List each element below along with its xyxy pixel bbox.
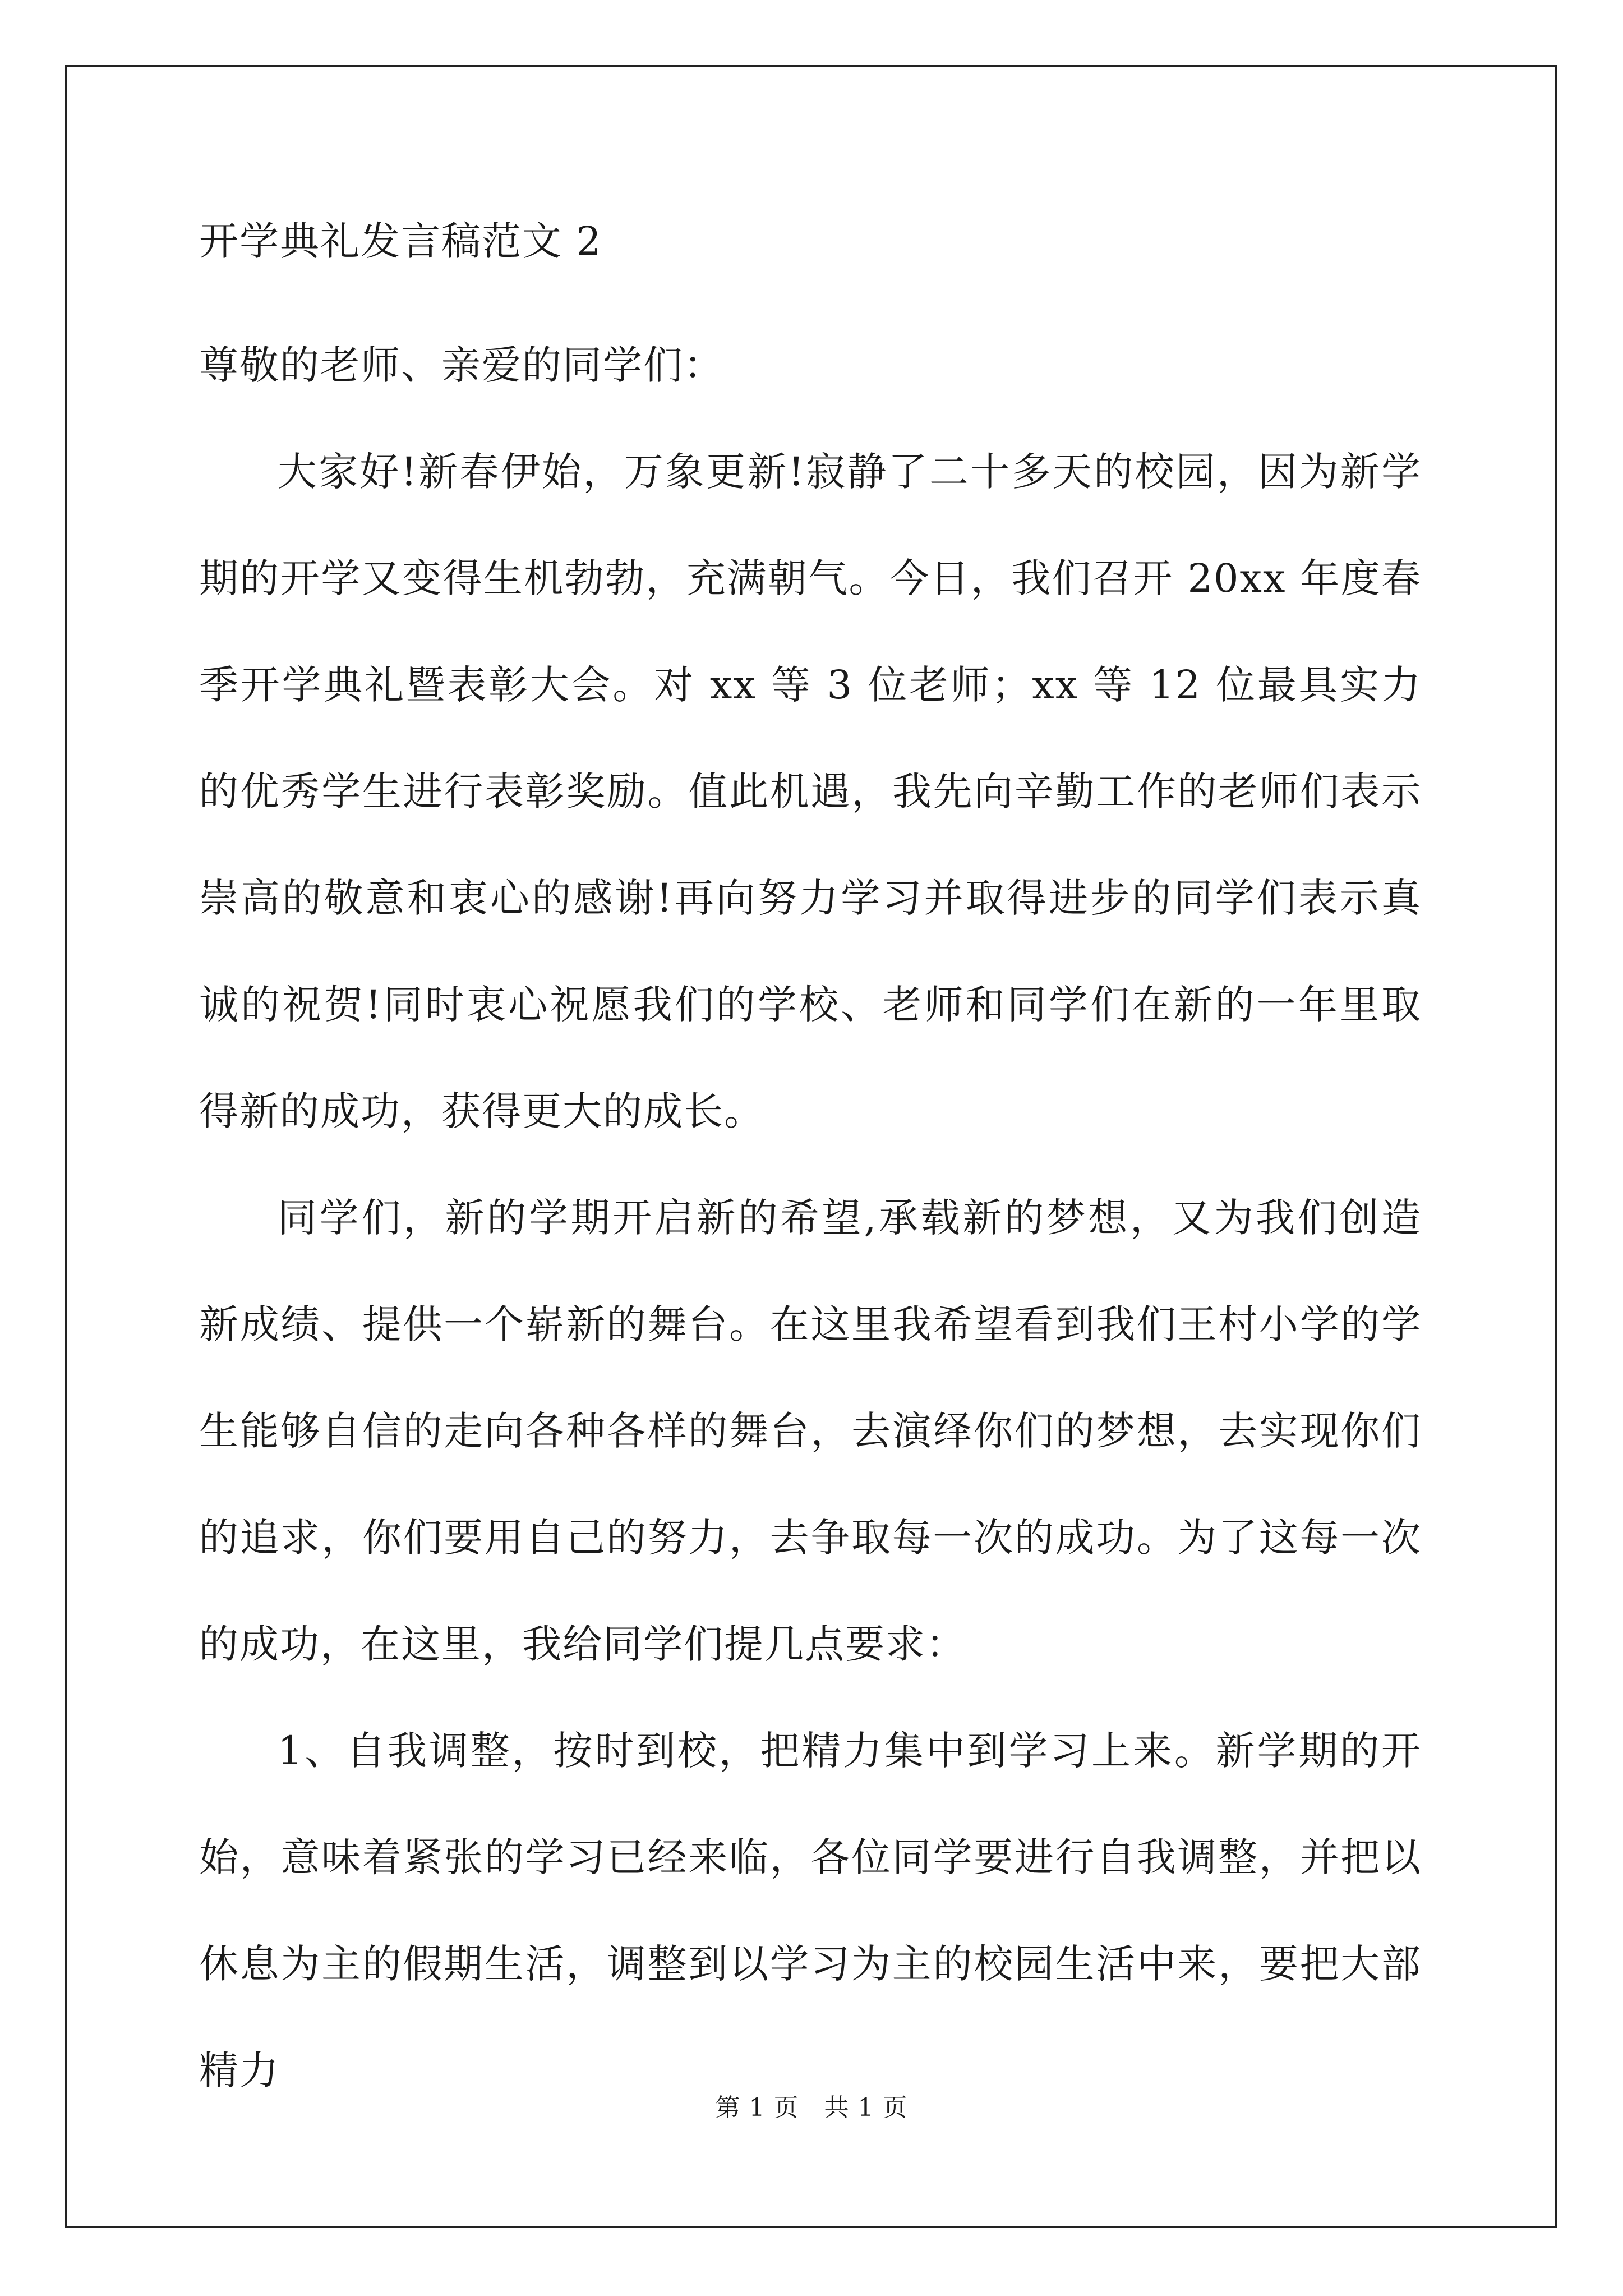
paragraph-2: 同学们，新的学期开启新的希望,承载新的梦想，又为我们创造新成绩、提供一个崭新的舞台。在这里我希望看到我们王村小学的学生能够自信的走向各种各样的舞台，去演绎你们的梦想，去实现你们的追求，你们要用自己的努力，去争取每一次的成功。为了这每一次的成功，在这里，我给同学们提几点要求： bbox=[199, 1195, 1422, 1667]
page-footer: 第 1 页 共 1 页 bbox=[715, 2093, 908, 2122]
paragraph-1: 大家好!新春伊始，万象更新!寂静了二十多天的校园，因为新学期的开学又变得生机勃勃，充满朝气。今日，我们召开 20xx 年度春季开学典礼暨表彰大会。对 xx 等 3 位老师；xx 等 12 位最具实力的优秀学生进行表彰奖励。值此机遇，我先向辛勤工作的老师们表示崇高的敬意和衷心的感谢!再向努力学习并取得进步的同学们表示真诚的祝贺!同时衷心祝愿我们的学校、老师和同学们在新的一年里取得新的成功，获得更大的成长。 bbox=[199, 449, 1422, 1134]
document-title: 开学典礼发言稿范文 2 bbox=[199, 218, 602, 264]
paragraph-3: 1、自我调整，按时到校，把精力集中到学习上来。新学期的开始，意味着紧张的学习已经来临，各位同学要进行自我调整，并把以休息为主的假期生活，调整到以学习为主的校园生活中来，要把大部精力 bbox=[199, 1728, 1422, 2093]
salutation: 尊敬的老师、亲爱的同学们： bbox=[199, 342, 724, 388]
document-body bbox=[199, 213, 1422, 2124]
